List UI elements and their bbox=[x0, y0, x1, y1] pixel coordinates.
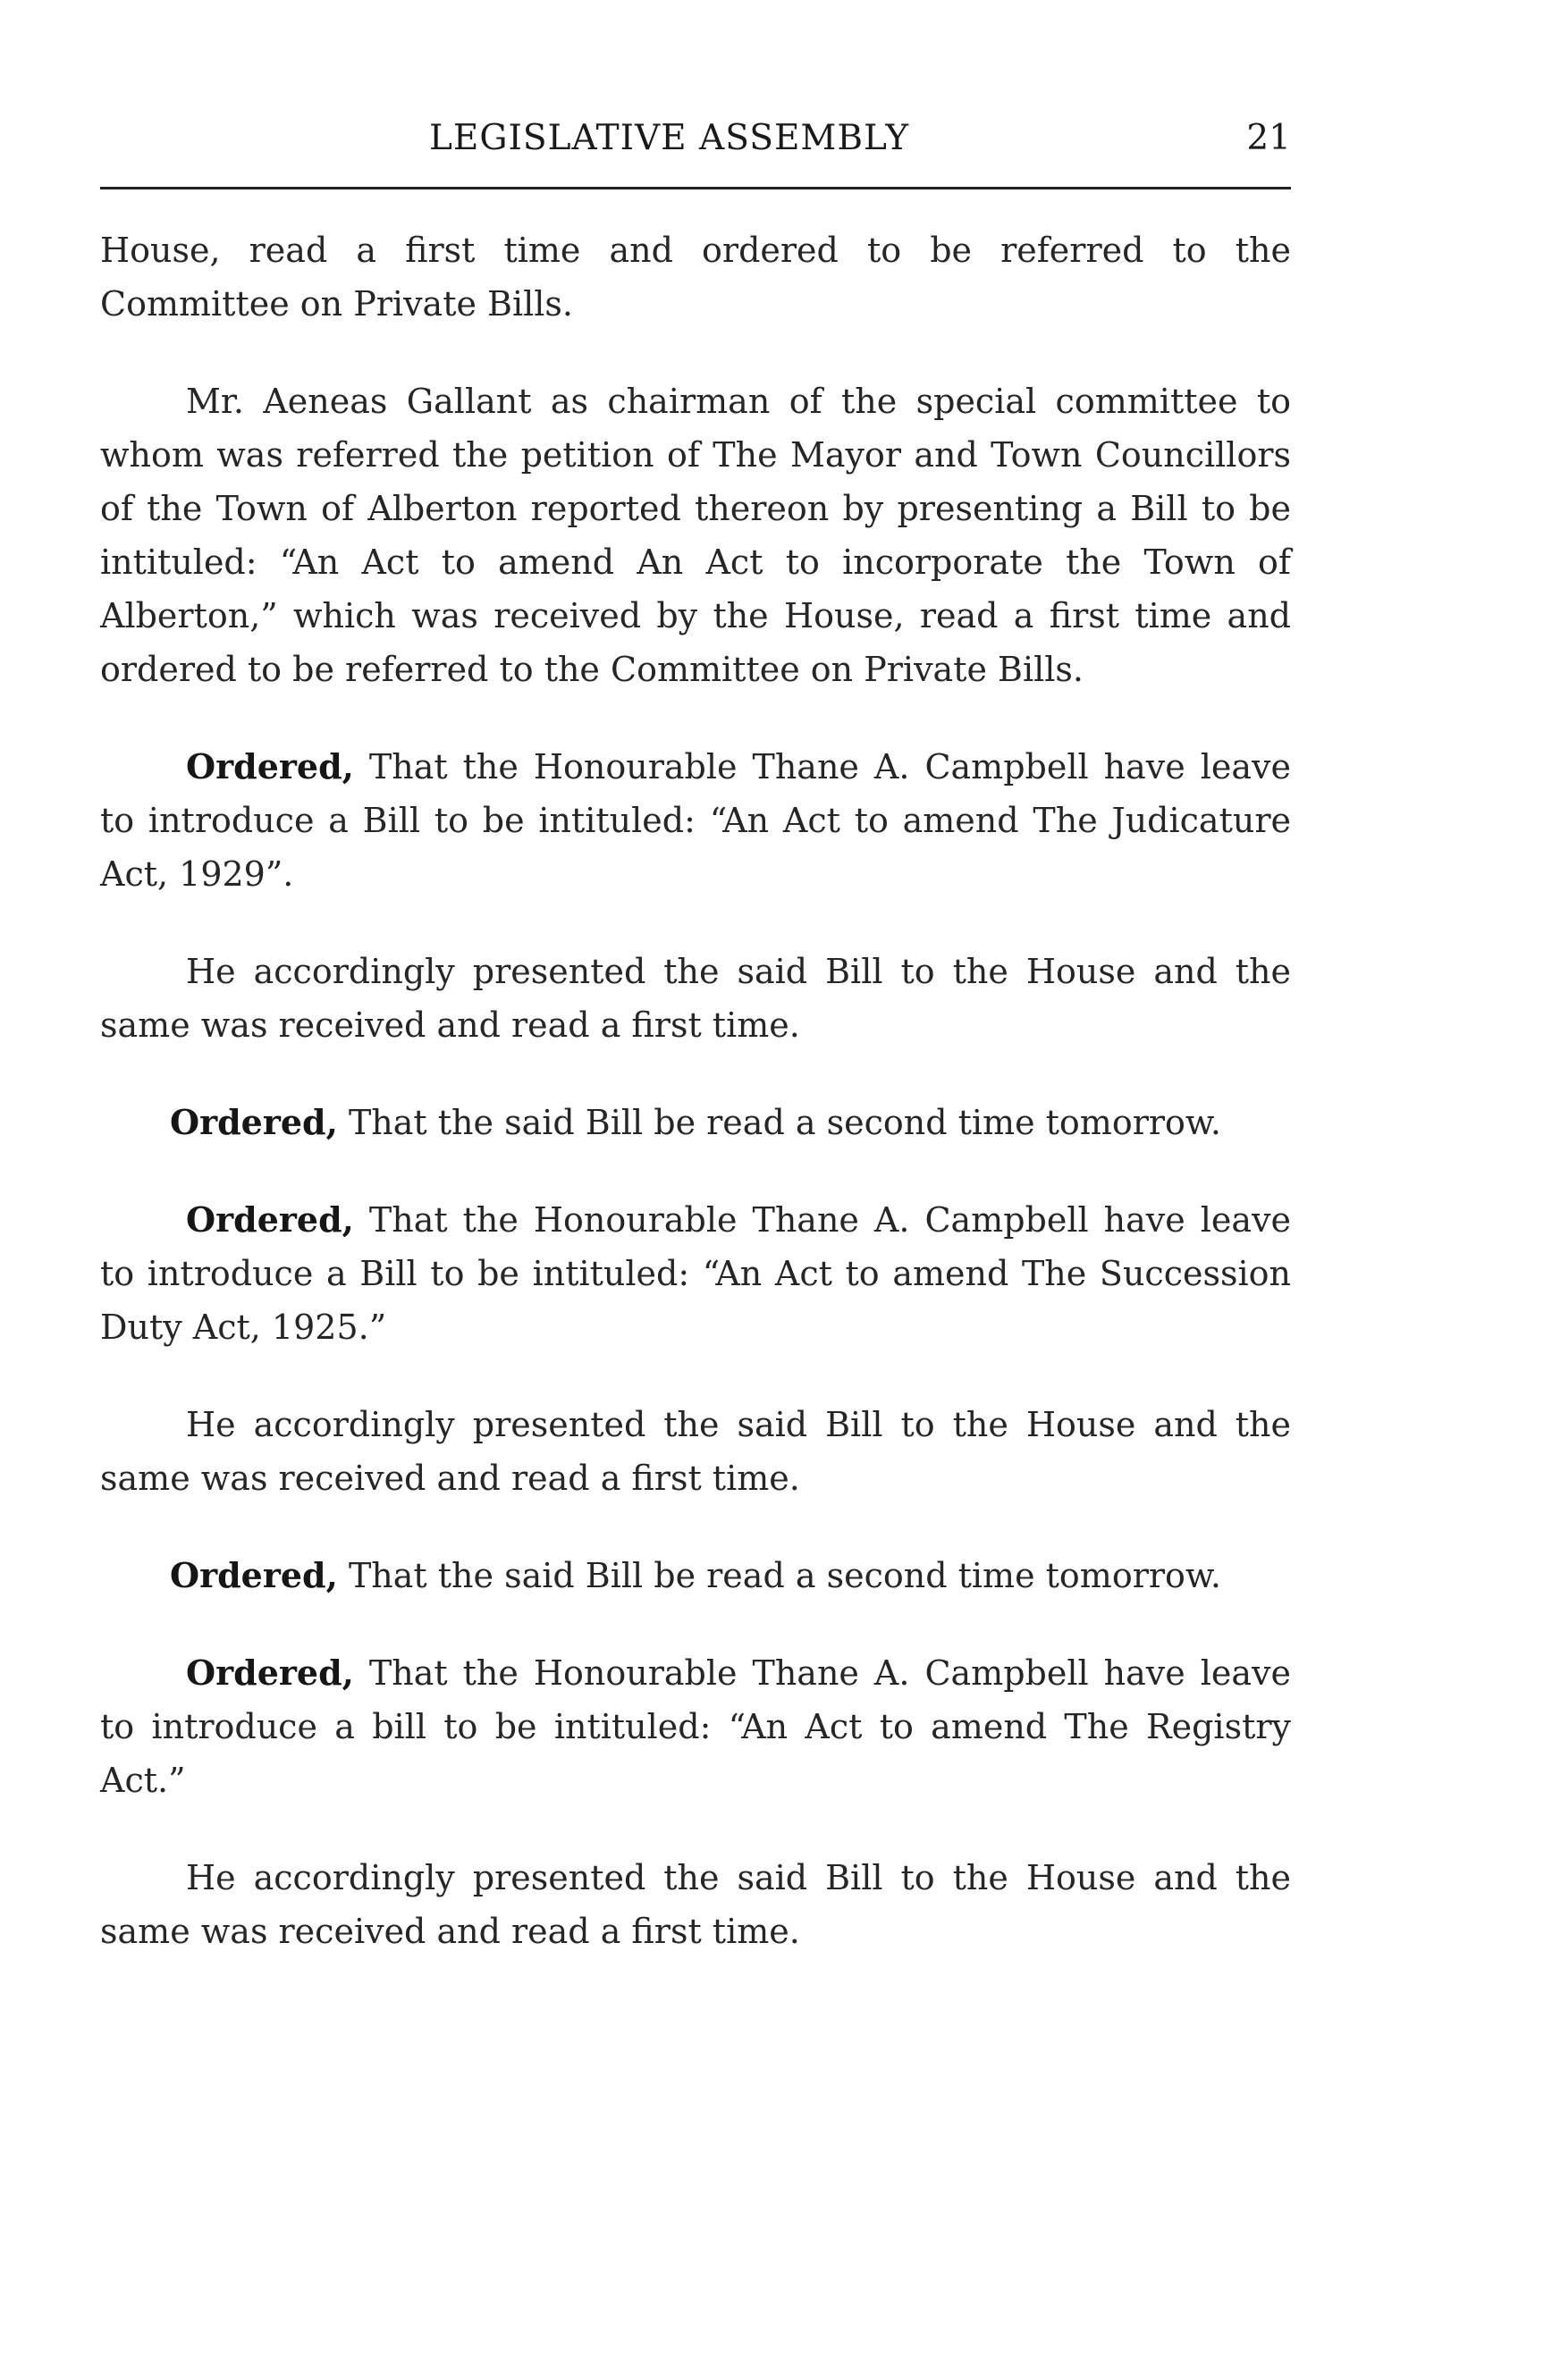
paragraph-text: That the Honourable Thane A. Campbell have leave to introduce a bill to be intituled: “An Act to amend The Registry Act.” bbox=[100, 1653, 1291, 1800]
ordered-lead: Ordered, bbox=[186, 1199, 354, 1240]
ordered-lead: Ordered, bbox=[186, 746, 354, 786]
ordered-lead: Ordered, bbox=[186, 1653, 354, 1693]
paragraph-continuation bbox=[100, 223, 1291, 331]
paragraph-text: That the said Bill be read a second time tomorrow. bbox=[337, 1556, 1222, 1595]
running-header bbox=[100, 118, 1291, 164]
paragraph-text: He accordingly presented the said Bill to the House and the same was received and read a first time. bbox=[100, 1405, 1291, 1498]
paragraph-text: That the said Bill be read a second time tomorrow. bbox=[337, 1103, 1222, 1142]
paragraph-order-registry bbox=[100, 1646, 1291, 1807]
paragraph-second-reading-succession bbox=[100, 1549, 1291, 1602]
paragraph-presented-judicature bbox=[100, 945, 1291, 1052]
paragraph-order-judicature bbox=[100, 740, 1291, 901]
ordered-lead: Ordered, bbox=[169, 1102, 338, 1142]
header-rule bbox=[100, 187, 1291, 189]
paragraph-text: He accordingly presented the said Bill to the House and the same was received and read a first time. bbox=[100, 952, 1291, 1045]
paragraph-second-reading-judicature bbox=[100, 1096, 1291, 1149]
paragraph-text: House, read a first time and ordered to be referred to the Committee on Private Bills. bbox=[100, 231, 1291, 324]
paragraph-text: That the Honourable Thane A. Campbell have leave to introduce a Bill to be intituled: “An Act to amend The Succession Duty Act, 1925.” bbox=[100, 1200, 1291, 1347]
paragraph-presented-succession bbox=[100, 1398, 1291, 1505]
paragraph-committee-report bbox=[100, 374, 1291, 696]
ordered-lead: Ordered, bbox=[169, 1555, 338, 1595]
paragraph-text: That the Honourable Thane A. Campbell have leave to introduce a Bill to be intituled: “An Act to amend The Judicature Act, 1929”. bbox=[100, 747, 1291, 894]
paragraph-text: He accordingly presented the said Bill to the House and the same was received and read a first time. bbox=[100, 1858, 1291, 1951]
running-title: LEGISLATIVE ASSEMBLY bbox=[429, 118, 910, 158]
paragraph-order-succession bbox=[100, 1193, 1291, 1354]
paragraph-presented-registry bbox=[100, 1851, 1291, 1958]
document-body bbox=[100, 223, 1291, 2002]
page-number: 21 bbox=[1246, 118, 1291, 158]
paragraph-text: Mr. Aeneas Gallant as chairman of the special committee to whom was referred the petition of The Mayor and Town Councillors of the Town of Alberton reported thereon by presenting a Bill to be intituled: “An Act to amend An Act to incorporate the Town of Alberton,” which was received by the House, read a first time and ordered to be referred to the Committee on Private Bills. bbox=[100, 382, 1291, 689]
